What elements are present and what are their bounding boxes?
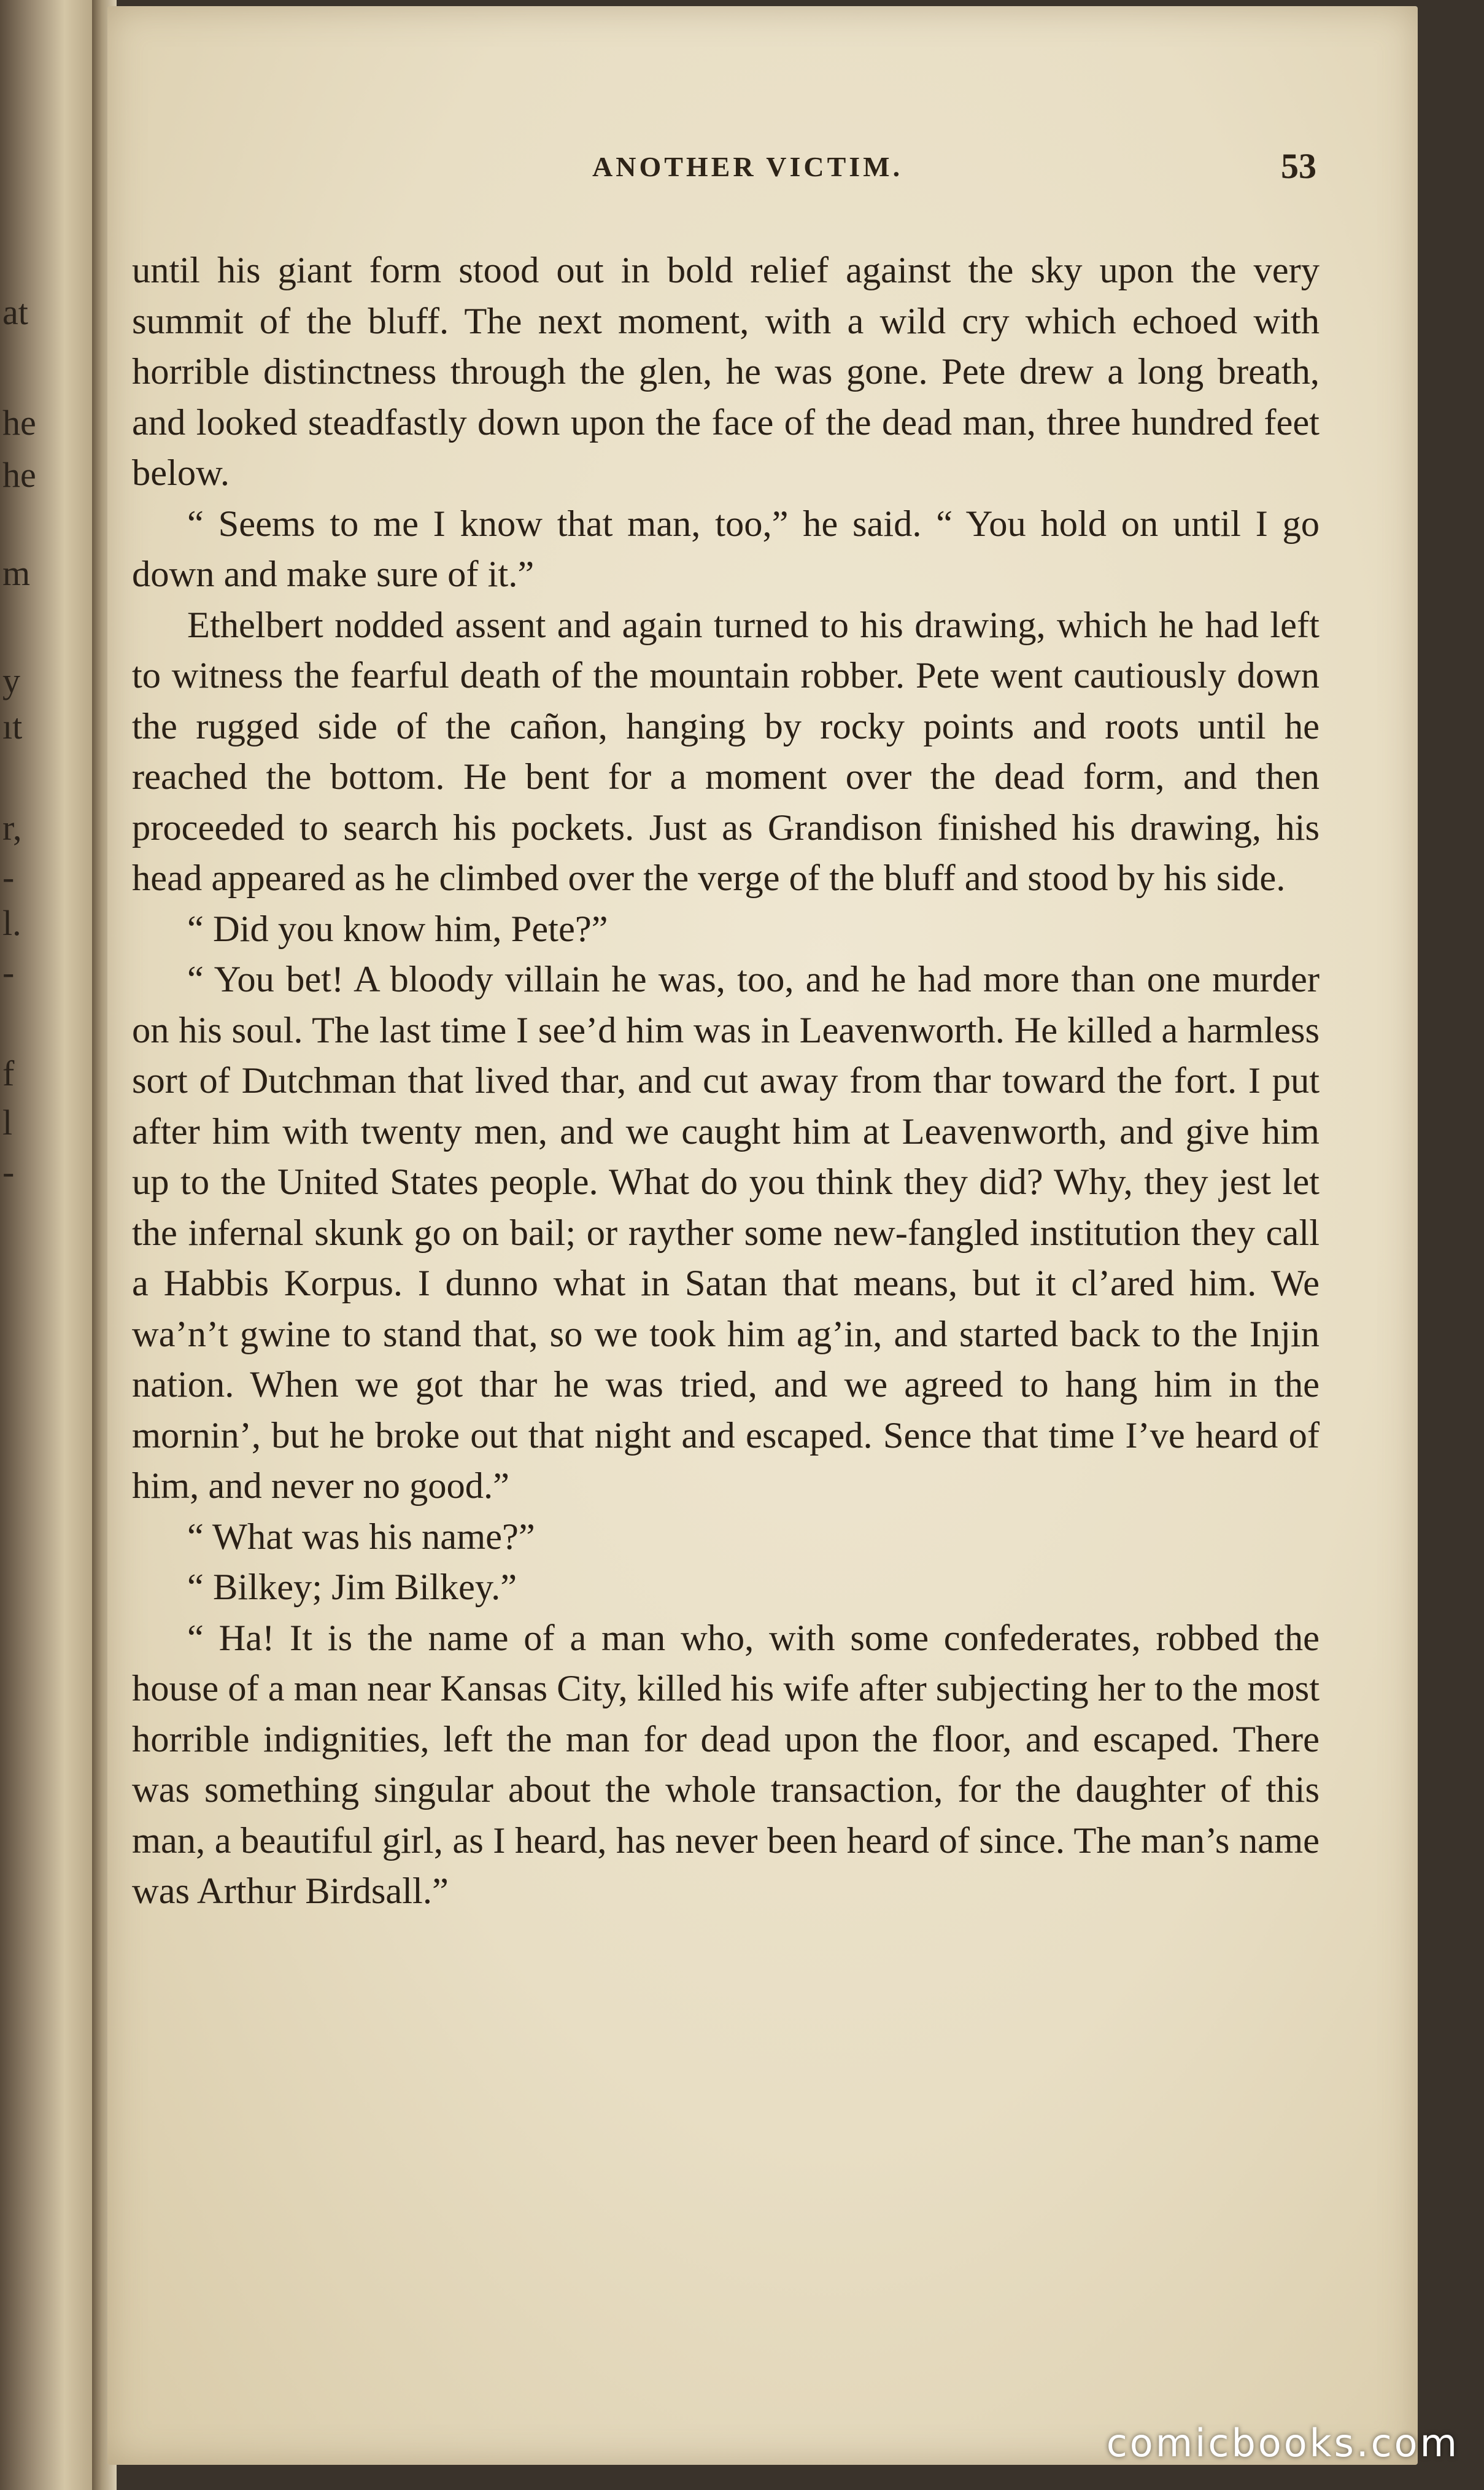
- left-fragment: ıt: [2, 707, 23, 747]
- page-body: [132, 246, 1320, 1917]
- left-fragment: l.: [2, 903, 21, 943]
- paragraph: “ Did you know him, Pete?”: [187, 908, 608, 950]
- paragraph: Ethelbert nodded assent and again turned to his drawing, which he had left to witness the fearful death of the mountain robber. Pete went cautiously down the rugged side of the cañon, hanging by rocky points and roots until he reached the bottom. He bent for a moment over the dead form, and then proceeded to search his pockets. Just as Grandison finished his drawing, his head appeared as he climbed over the verge of the bluff and stood by his side.: [132, 604, 1320, 899]
- page-header: [107, 146, 1418, 200]
- paragraph: until his giant form stood out in bold relief against the sky upon the very summit of the bluff. The next moment, with a wild cry which echoed with horrible distinctness through the glen, he was gone. Pete drew a long breath, and looked steadfastly down upon the face of the dead man, three hundred feet below.: [132, 250, 1320, 494]
- left-fragment: m: [2, 553, 31, 593]
- left-fragment: he: [2, 403, 36, 443]
- page-number: 53: [1281, 146, 1316, 186]
- adjacent-page-edge: [0, 0, 92, 2490]
- paragraph: “ Seems to me I know that man, too,” he said. “ You hold on until I go down and make sure of it.”: [132, 503, 1320, 595]
- left-fragment: -: [2, 952, 15, 992]
- left-fragment: -: [2, 857, 15, 897]
- left-fragment: at: [2, 292, 28, 332]
- left-fragment: f: [2, 1053, 15, 1093]
- watermark: comicbooks.com: [1106, 2421, 1459, 2465]
- left-fragment: -: [2, 1152, 15, 1192]
- paragraph: “ Ha! It is the name of a man who, with some confederates, robbed the house of a man near Kansas City, killed his wife after subjecting her to the most horrible indignities, left the man for dead upon the floor, and escaped. There was something singular about the whole transaction, for the daughter of this man, a beautiful girl, as I heard, has never been heard of since. The man’s name was Arthur Birdsall.”: [132, 1617, 1320, 1912]
- left-fragment: r,: [2, 808, 22, 848]
- paragraph: “ Bilkey; Jim Bilkey.”: [187, 1567, 517, 1608]
- paragraph: “ What was his name?”: [187, 1516, 535, 1557]
- book-page: [107, 6, 1418, 2465]
- left-fragment: he: [2, 455, 36, 495]
- left-fragment: l: [2, 1103, 13, 1142]
- paragraph: “ You bet! A bloody villain he was, too, and he had more than one murder on his soul. The last time I see’d him was in Leavenworth. He killed a harmless sort of Dutchman that lived thar, and cut away from thar toward the fort. I put after him with twenty men, and we caught him at Leavenworth, and give him up to the United States people. What do you think they did? Why, they jest let the infernal skunk go on bail; or rayther some new-fangled institution they call a Habbis Korpus. I dunno what in Satan that means, but it cl’ared him. We wa’n’t gwine to stand that, so we took him ag’in, and started back to the Injin nation. When we got thar he was tried, and we agreed to hang him in the mornin’, but he broke out that night and escaped. Sence that time I’ve heard of him, and never no good.”: [132, 959, 1320, 1507]
- running-title: ANOTHER VICTIM.: [592, 151, 903, 182]
- left-fragment: y: [2, 661, 20, 700]
